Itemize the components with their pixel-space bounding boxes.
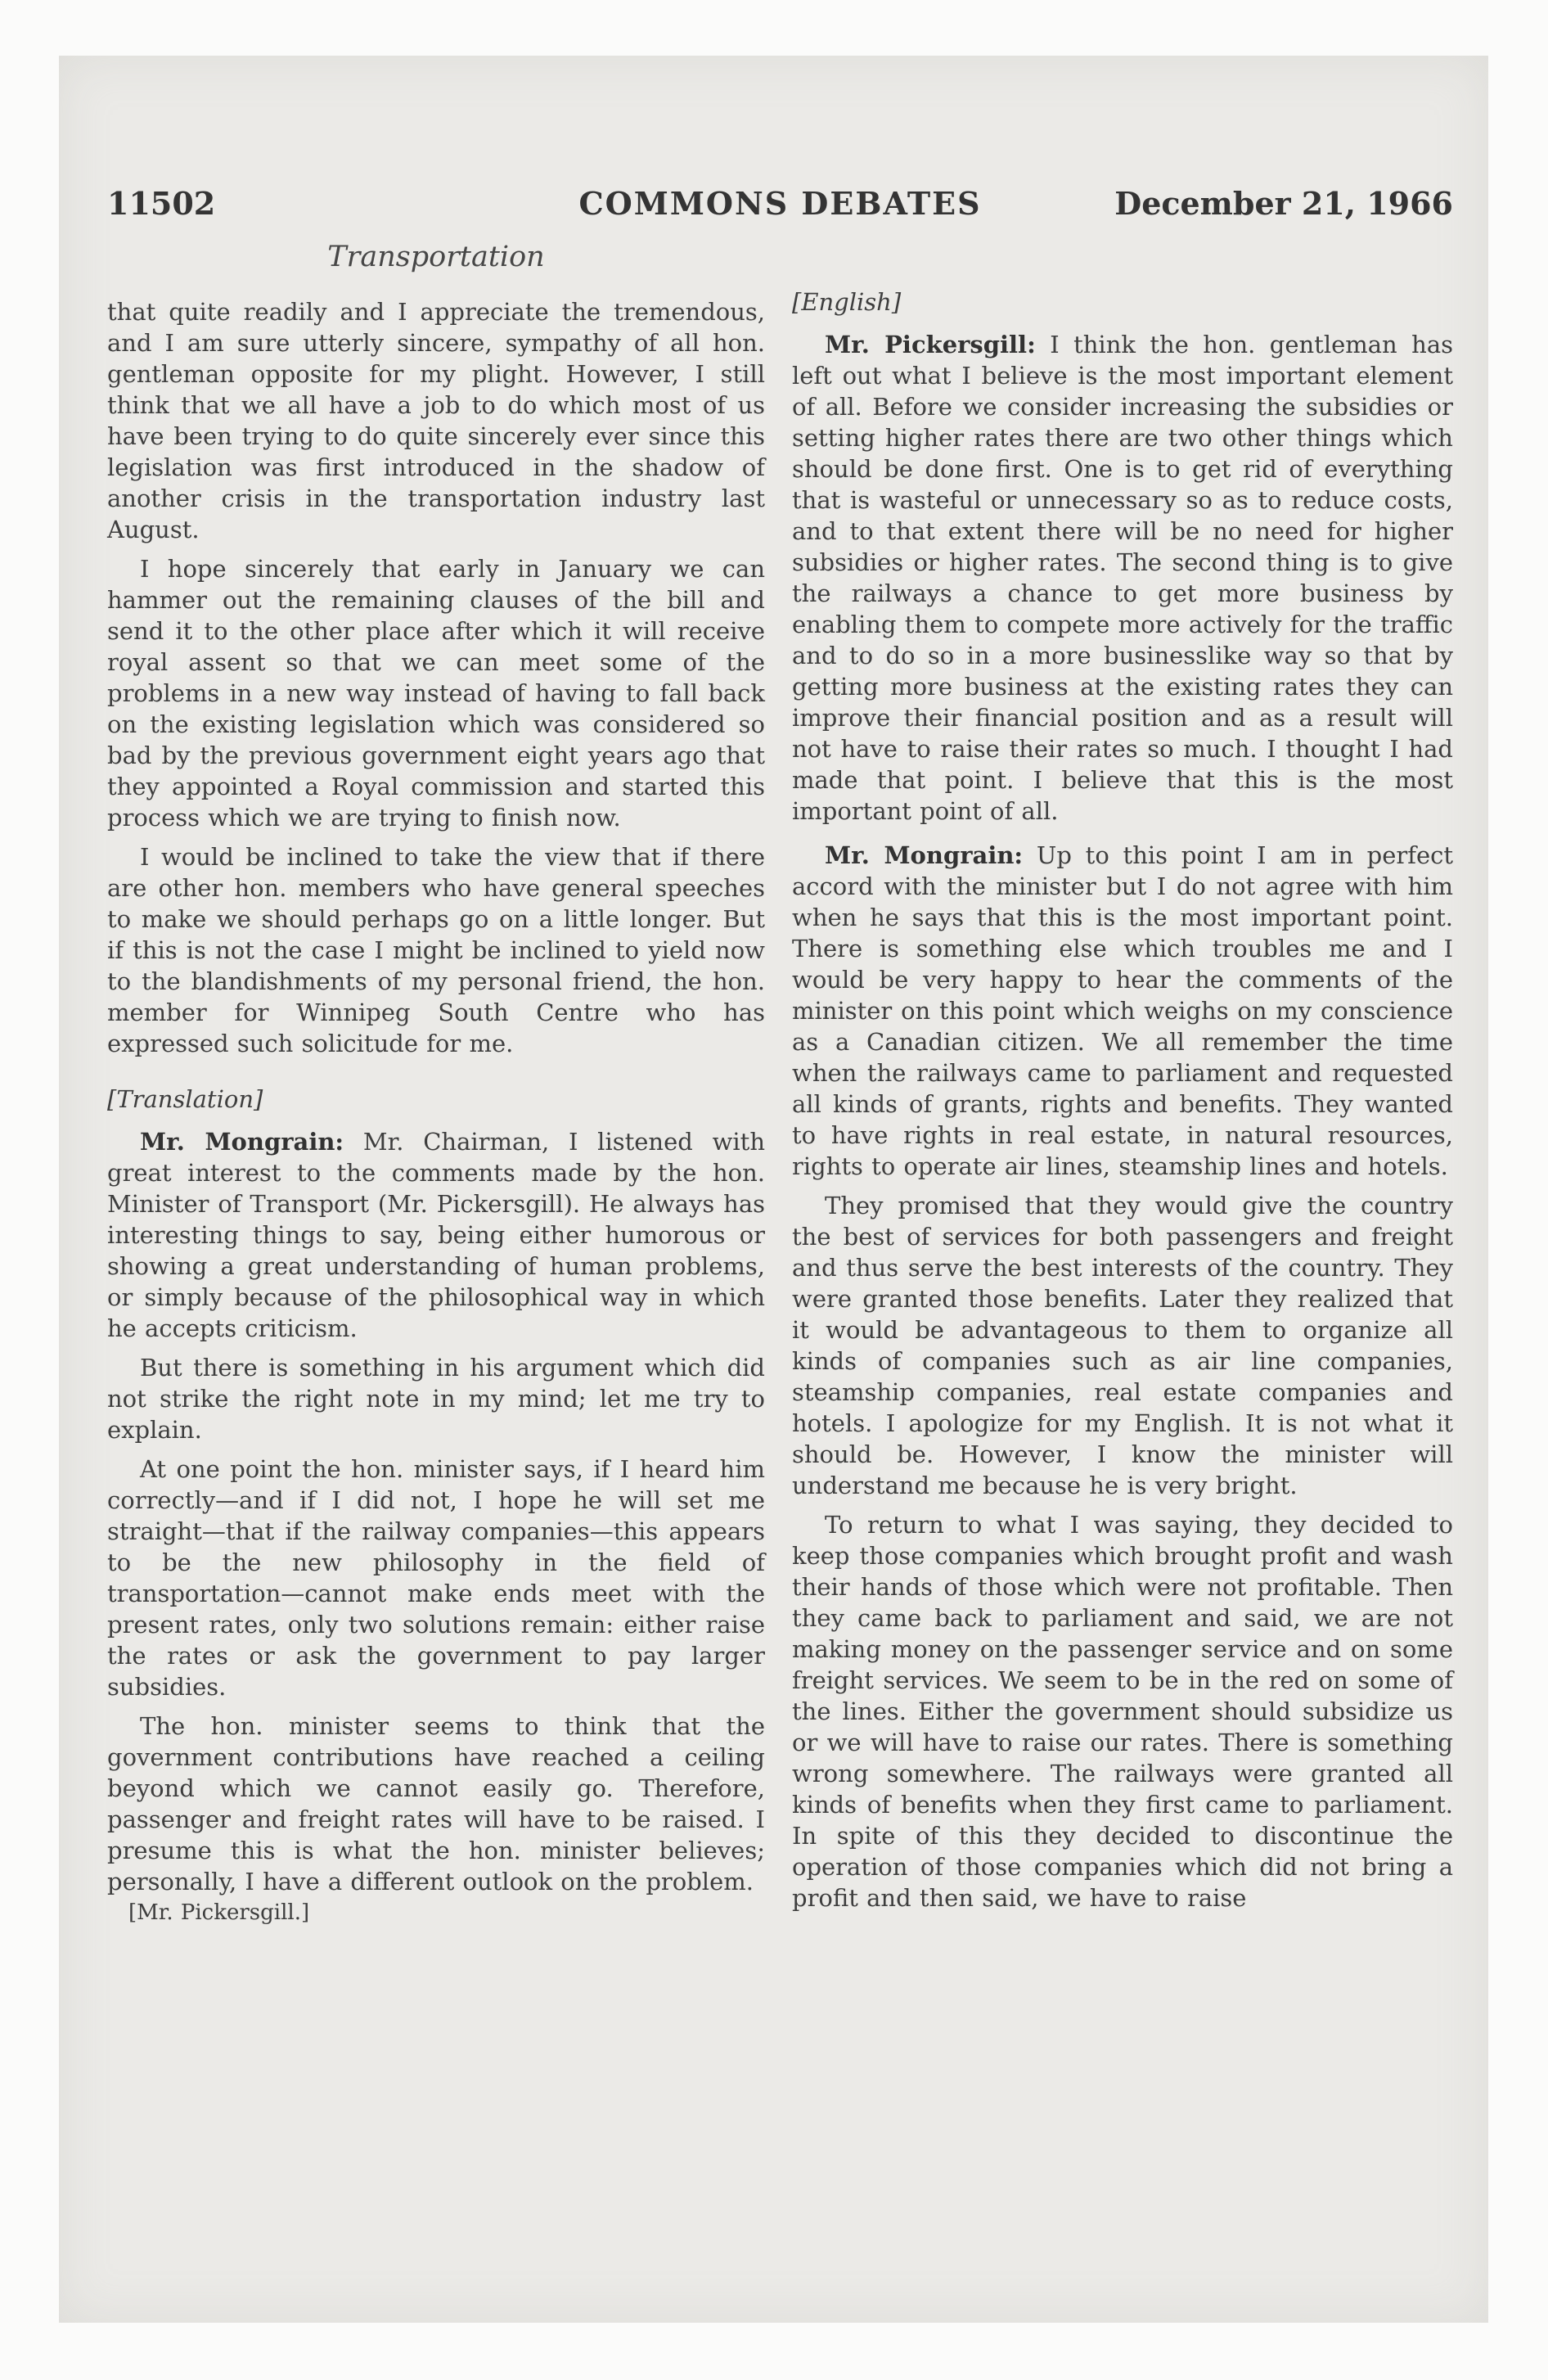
speech-text: Mr. Chairman, I listened with great interest to the comments made by the hon. Minister of Transport (Mr. Pickersgill). He always has interesting things to say, being either humorous or showing a great understanding of human problems, or simply because of the philosophical way in which he accepts criticism. (107, 1128, 766, 1342)
paragraph-would-be-inclined: I would be inclined to take the view that if there are other hon. members who have general speeches to make we should perhaps go on a little longer. But if this is not the case I might be inclined to yield now to the blandishments of my personal friend, the hon. member for Winnipeg South Centre who has expressed such solicitude for me. (107, 843, 765, 1057)
english-tag: [English] (792, 288, 902, 316)
page-header (107, 185, 1453, 224)
speech-pickersgill (792, 329, 1453, 827)
header-title: COMMONS DEBATES (578, 185, 982, 222)
speech-mongrain-right (792, 840, 1453, 1182)
paragraph-they-promised: They promised that they would give the country the best of services for both passengers and freight and thus serve the best interests of the country. They were granted those benefits. Later they realized that it would be advantageous to them to organize all kinds of companies such as air line companies, steamship companies, real estate companies and hotels. I apologize for my English. It is not what it should be. However, I know the minister will understand me because he is very bright. (792, 1192, 1453, 1499)
paragraph-continuation: that quite readily and I appreciate the tremendous, and I am sure utterly sincere, sympathy of all hon. gentleman opposite for my plight. However, I still think that we all have a job to do which most of us have been trying to do quite sincerely ever since this legislation was first introduced in the shadow of another crisis in the transportation industry last August. (107, 298, 765, 543)
header-date: December 21, 1966 (1114, 185, 1453, 222)
speaker-name-mongrain: Mr. Mongrain: (825, 841, 1024, 869)
running-head-topic: Transportation (327, 241, 545, 273)
paragraph-at-one-point: At one point the hon. minister says, if I heard him correctly—and if I did not, I hope he will set me straight—that if the railway companies—this appears to be the new philosophy in the field of transportation—cannot make ends meet with the present rates, only two solutions remain: either raise the rates or ask the government to pay larger subsidies. (107, 1455, 765, 1701)
paragraph-to-return: To return to what I was saying, they decided to keep those companies which brought profit and wash their hands of those which were not profitable. Then they came back to parliament and said, we are not making money on the passenger service and on some freight services. We seem to be in the red on some of the lines. Either the government should subsidize us or we will have to raise our rates. There is something wrong somewhere. The railways were granted all kinds of benefits when they first came to parliament. In spite of this they decided to discontinue the operation of those companies which did not bring a profit and then said, we have to raise (792, 1511, 1453, 1912)
speech-text: Up to this point I am in perfect accord with the minister but I do not agree with him when he says that this is the most important point. There is something else which troubles me and I would be very happy to hear the comments of the minister on this point which weighs on my conscience as a Canadian citizen. We all remember the time when the railways came to parliament and requested all kinds of grants, rights and benefits. They wanted to have rights in real estate, in natural resources, rights to operate air lines, steamship lines and hotels. (792, 841, 1454, 1180)
footer-attribution: [Mr. Pickersgill.] (128, 1900, 310, 1925)
page-number: 11502 (107, 185, 216, 222)
paragraph-minister-seems: The hon. minister seems to think that the government contributions have reached a ceiling beyond which we cannot easily go. Therefore, passenger and freight rates will have to be raised. I presume this is what the hon. minister believes; personally, I have a different outlook on the problem. (107, 1712, 765, 1895)
right-column (792, 286, 1453, 1913)
speech-mongrain-left (107, 1126, 765, 1344)
speech-text: I think the hon. gentleman has left out what I believe is the most important element of all. Before we consider increasing the subsidies or setting higher rates there are two other things which should be done first. One is to get rid of everything that is wasteful or unnecessary so as to reduce costs, and to that extent there will be no need for higher subsidies or higher rates. The second thing is to give the railways a chance to get more business by enabling them to compete more actively for the traffic and to do so in a more businesslike way so that by getting more business at the existing rates they can improve their financial position and as a result will not have to raise their rates so much. I thought I had made that point. I believe that this is the most important point of all. (792, 331, 1453, 825)
speaker-name-pickersgill: Mr. Pickersgill: (825, 331, 1036, 358)
paragraph-hope-sincerely: I hope sincerely that early in January we can hammer out the remaining clauses of the bill and send it to the other place after which it will receive royal assent so that we can meet some of the problems in a new way instead of having to fall back on the existing legislation which was considered so bad by the previous government eight years ago that they appointed a Royal commission and started this process which we are trying to finish now. (107, 555, 765, 832)
speaker-name-mongrain: Mr. Mongrain: (140, 1128, 344, 1156)
left-column (107, 296, 765, 1928)
hansard-page (59, 56, 1488, 2323)
translation-tag: [Translation] (107, 1085, 263, 1113)
paragraph-but-there-is: But there is something in his argument which did not strike the right note in my mind; let me try to explain. (107, 1354, 765, 1444)
